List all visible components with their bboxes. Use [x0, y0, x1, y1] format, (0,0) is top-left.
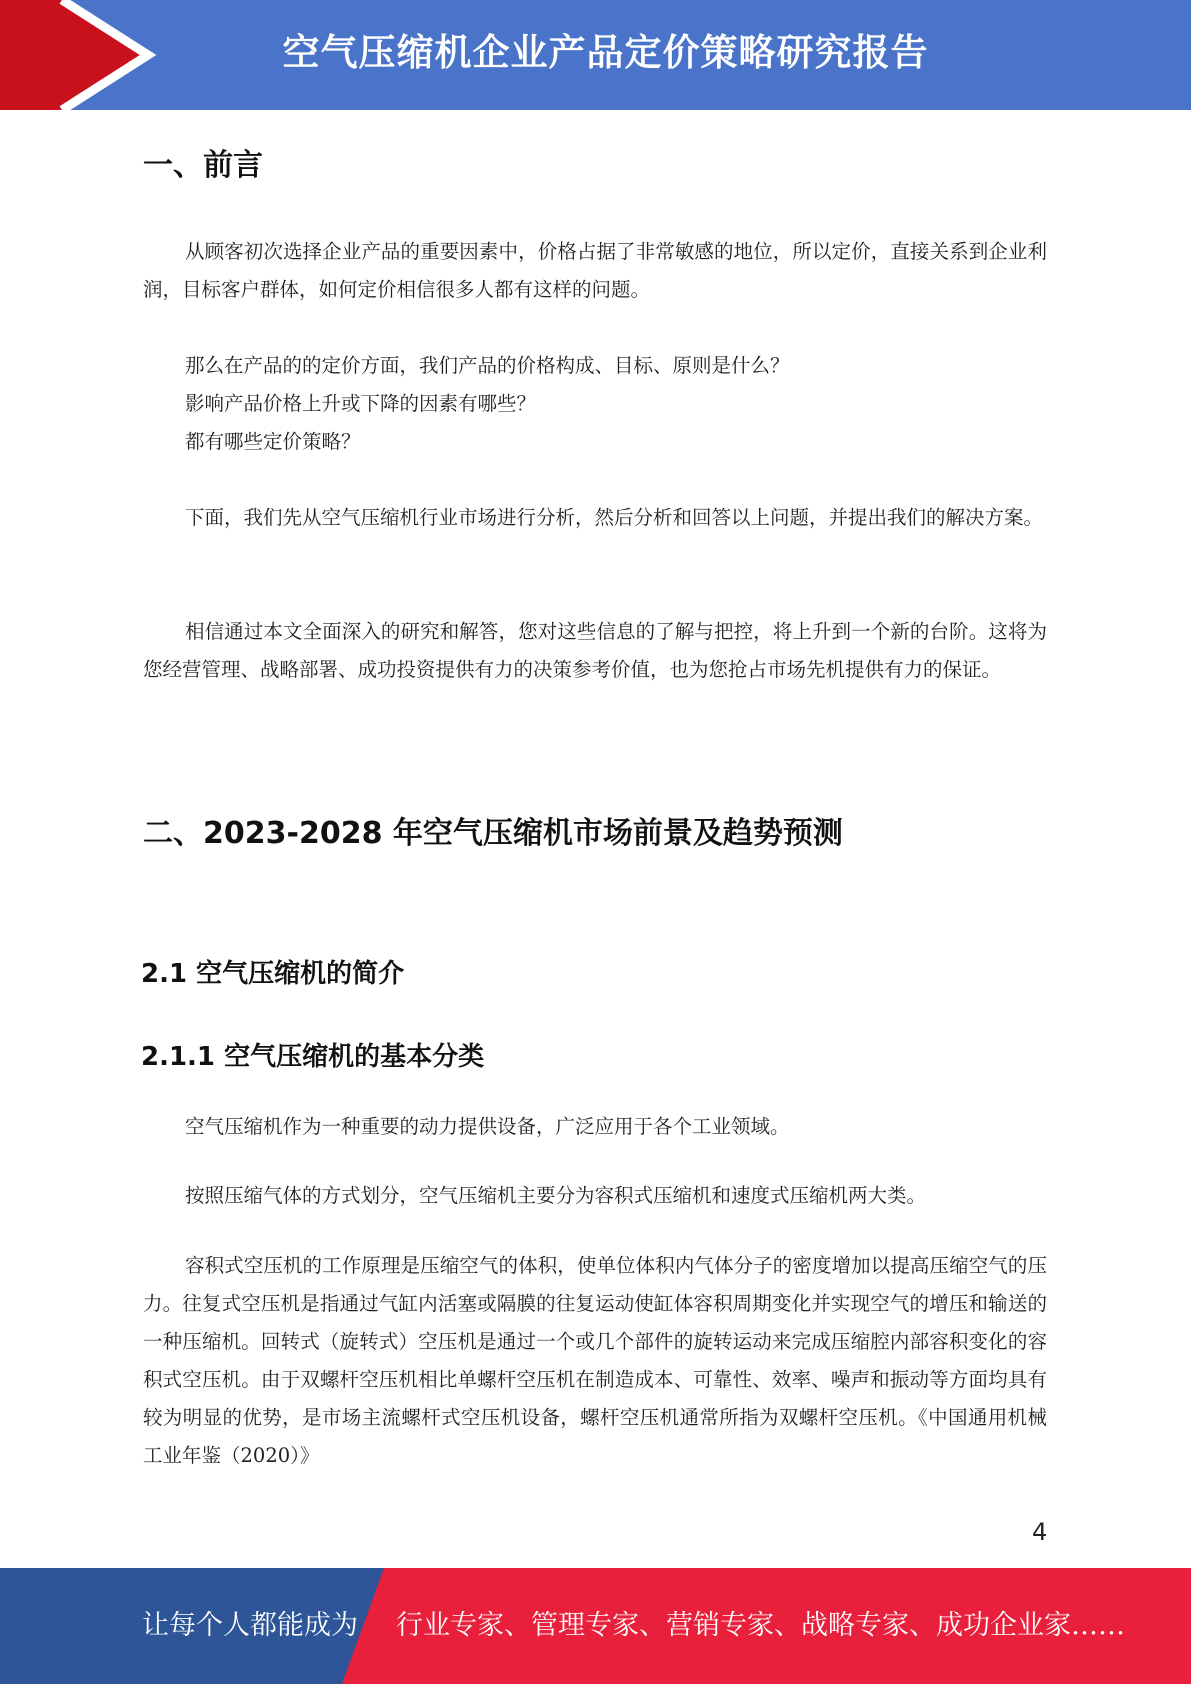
footer-banner: [0, 1568, 1191, 1684]
document-title: 空气压缩机企业产品定价策略研究报告: [282, 31, 929, 74]
paragraph: 相信通过本文全面深入的研究和解答，您对这些信息的了解与把控，将上升到一个新的台阶。这将为您经营管理、战略部署、成功投资提供有力的决策参考价值，也为您抢占市场先机提供有力的保证。: [143, 620, 1047, 681]
section-heading-preface: 一、前言: [143, 148, 263, 183]
question-line: 都有哪些定价策略？: [185, 430, 361, 453]
paragraph: 下面，我们先从空气压缩机行业市场进行分析，然后分析和回答以上问题，并提出我们的解决方案。: [185, 506, 1044, 529]
paragraph: 容积式空压机的工作原理是压缩空气的体积，使单位体积内气体分子的密度增加以提高压缩空气的压力。往复式空压机是指通过气缸内活塞或隔膜的往复运动使缸体容积周期变化并实现空气的增压和输送的一种压缩机。回转式（旋转式）空压机是通过一个或几个部件的旋转运动来完成压缩腔内部容积变化的容积式空压机。由于双螺杆空压机相比单螺杆空压机在制造成本、可靠性、效率、噪声和振动等方面均具有较为明显的优势，是市场主流螺杆式空压机设备，螺杆空压机通常所指为双螺杆空压机。《中国通用机械工业年鉴（2020）》: [143, 1254, 1047, 1467]
paragraph: 空气压缩机作为一种重要的动力提供设备，广泛应用于各个工业领域。: [185, 1115, 790, 1138]
paragraph: 从顾客初次选择企业产品的重要因素中，价格占据了非常敏感的地位，所以定价，直接关系到企业利润，目标客户群体，如何定价相信很多人都有这样的问题。: [143, 240, 1047, 301]
subsection-heading: 2.1 空气压缩机的简介: [141, 959, 405, 989]
question-line: 影响产品价格上升或下降的因素有哪些？: [185, 392, 537, 415]
footer-slogan-left: 让每个人都能成为: [142, 1610, 358, 1641]
question-line: 那么在产品的的定价方面，我们产品的价格构成、目标、原则是什么？: [185, 354, 790, 377]
section-heading-market-outlook: 二、2023-2028 年空气压缩机市场前景及趋势预测: [143, 816, 843, 851]
header-banner: [0, 0, 1191, 110]
paragraph: 按照压缩气体的方式划分，空气压缩机主要分为容积式压缩机和速度式压缩机两大类。: [185, 1184, 927, 1207]
subsection-heading: 2.1.1 空气压缩机的基本分类: [141, 1042, 485, 1072]
page-number: 4: [1032, 1518, 1048, 1546]
footer-slogan-right: 行业专家、管理专家、营销专家、战略专家、成功企业家……: [396, 1610, 1125, 1641]
